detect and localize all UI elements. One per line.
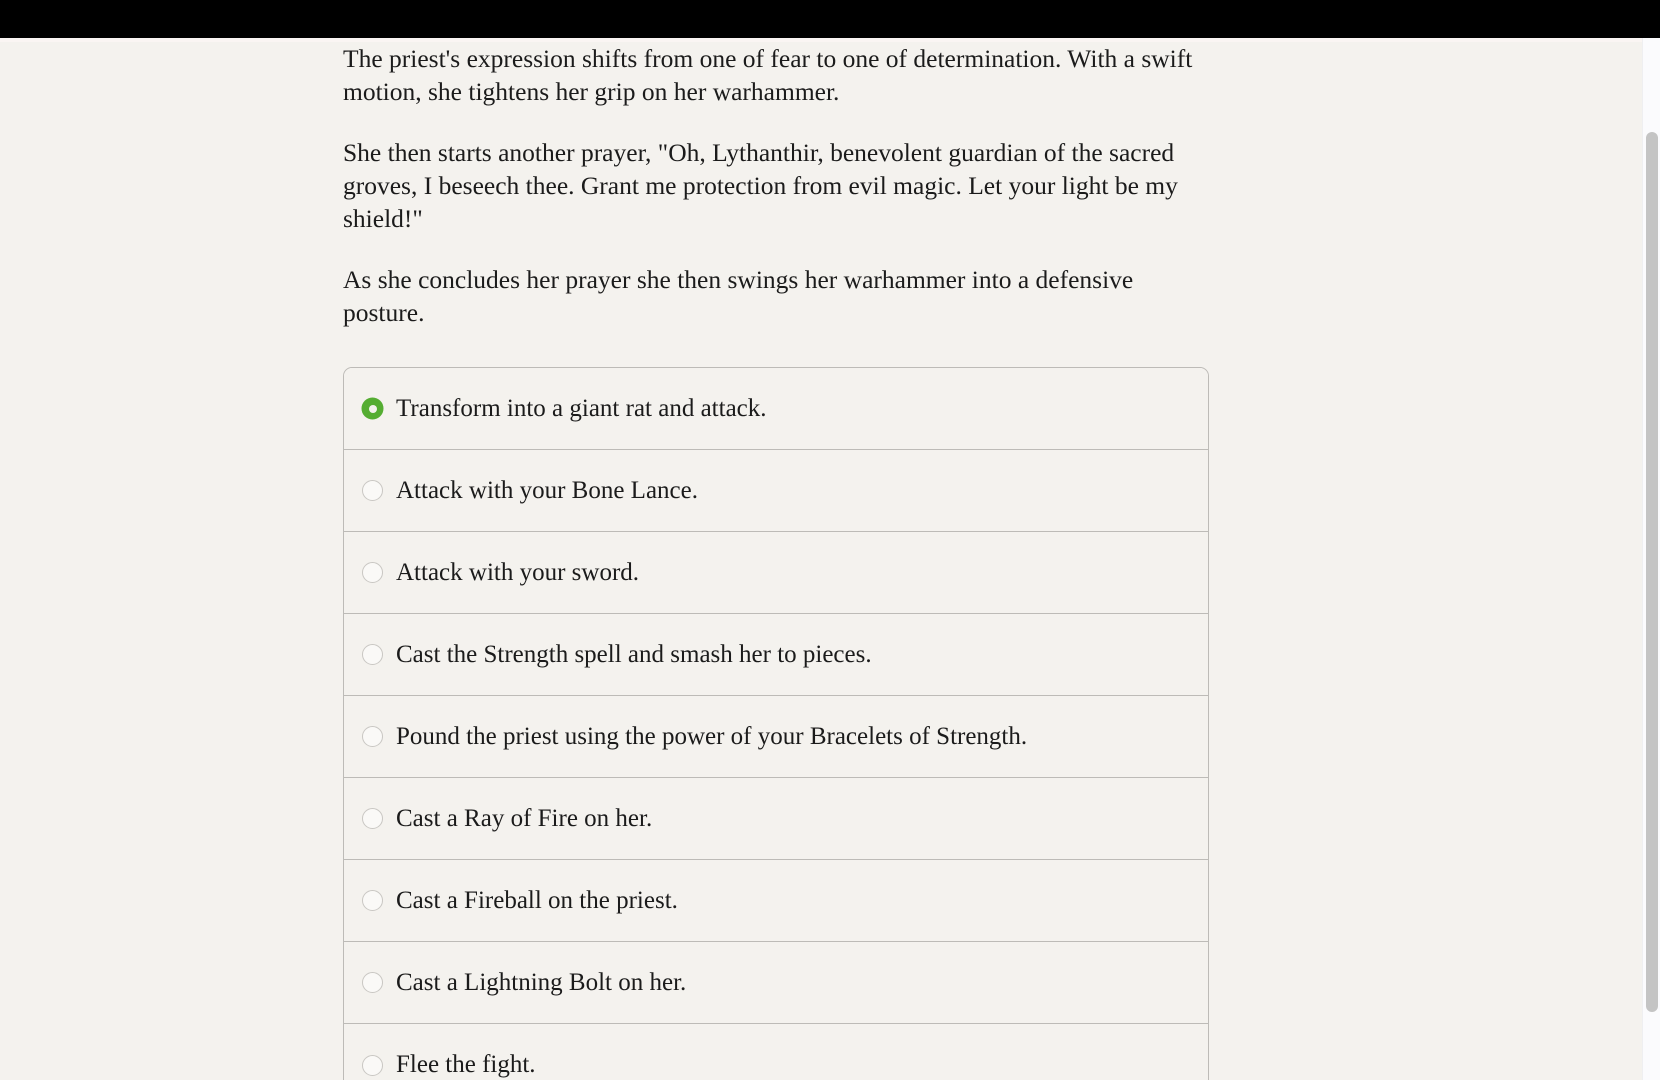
browser-top-bar bbox=[0, 0, 1660, 38]
choice-option-lightning-bolt[interactable] bbox=[344, 942, 1208, 1024]
choice-option-label: Attack with your Bone Lance. bbox=[396, 476, 698, 504]
radio-button-icon[interactable] bbox=[362, 808, 383, 829]
radio-button-icon[interactable] bbox=[362, 972, 383, 993]
story-content bbox=[343, 38, 1209, 1080]
choice-option-flee-the-fight[interactable] bbox=[344, 1024, 1208, 1080]
story-paragraph-3: As she concludes her prayer she then swings her warhammer into a defensive posture. bbox=[343, 265, 1134, 327]
choice-option-label: Cast the Strength spell and smash her to pieces. bbox=[396, 640, 872, 668]
radio-button-icon[interactable] bbox=[362, 480, 383, 501]
choice-option-label: Transform into a giant rat and attack. bbox=[396, 394, 767, 422]
choice-option-label: Cast a Fireball on the priest. bbox=[396, 886, 678, 914]
radio-button-icon[interactable] bbox=[362, 726, 383, 747]
radio-button-icon-selected[interactable] bbox=[362, 398, 383, 419]
choice-option-label: Pound the priest using the power of your Bracelets of Strength. bbox=[396, 722, 1028, 750]
choice-option-transform-into-giant-rat[interactable] bbox=[344, 368, 1208, 450]
story-paragraph-2: She then starts another prayer, "Oh, Lythanthir, benevolent guardian of the sacred groves, I beseech thee. Grant me protection from evil magic. Let your light be my shield!" bbox=[343, 138, 1178, 233]
vertical-scrollbar[interactable] bbox=[1642, 38, 1660, 1080]
choice-option-bracelets-of-strength[interactable] bbox=[344, 696, 1208, 778]
choice-option-fireball[interactable] bbox=[344, 860, 1208, 942]
page-viewport bbox=[0, 38, 1660, 1080]
choice-option-label: Cast a Lightning Bolt on her. bbox=[396, 968, 687, 996]
choice-option-attack-sword[interactable] bbox=[344, 532, 1208, 614]
radio-button-icon[interactable] bbox=[362, 644, 383, 665]
radio-button-icon[interactable] bbox=[362, 1055, 383, 1076]
choice-option-label: Attack with your sword. bbox=[396, 558, 640, 586]
radio-button-icon[interactable] bbox=[362, 562, 383, 583]
choice-option-ray-of-fire[interactable] bbox=[344, 778, 1208, 860]
choice-option-attack-bone-lance[interactable] bbox=[344, 450, 1208, 532]
choice-list bbox=[343, 367, 1209, 1080]
choice-option-label: Cast a Ray of Fire on her. bbox=[396, 804, 653, 832]
choice-option-label: Flee the fight. bbox=[396, 1051, 536, 1078]
vertical-scrollbar-thumb[interactable] bbox=[1646, 132, 1658, 1012]
choice-option-strength-spell[interactable] bbox=[344, 614, 1208, 696]
radio-button-icon[interactable] bbox=[362, 890, 383, 911]
story-paragraph-1: The priest's expression shifts from one of fear to one of determination. With a swift motion, she tightens her grip on her warhammer. bbox=[343, 44, 1193, 106]
